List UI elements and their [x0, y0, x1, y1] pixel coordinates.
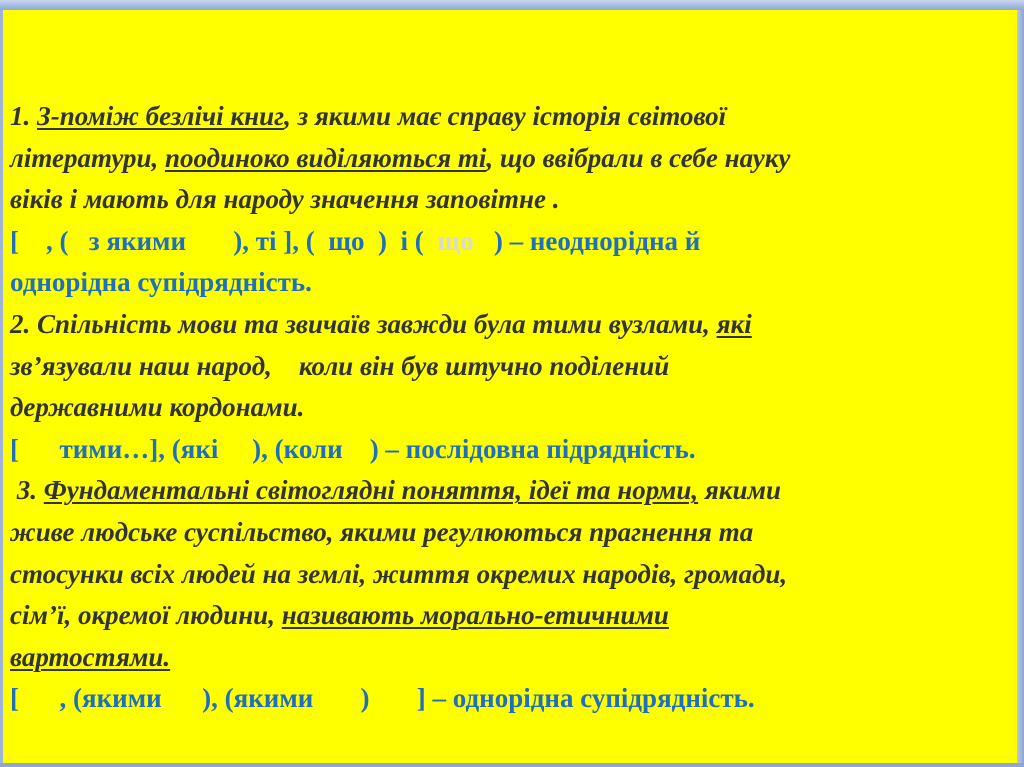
- item1-number: 1.: [10, 101, 37, 131]
- item1-underlined-subject: З-поміж безлічі книг: [37, 101, 285, 131]
- item3-underlined-predicate: називають морально-етичними: [281, 600, 669, 631]
- item3-underlined-object: вартостями.: [10, 641, 171, 672]
- slide-right-border: [1017, 10, 1024, 767]
- item3-line1: [10, 470, 1005, 512]
- slide-bottom-border: [0, 763, 1024, 767]
- item1-line2-pre: літератури,: [10, 142, 165, 173]
- window-top-bar: [0, 0, 1024, 10]
- item2-underlined-word: які: [716, 308, 752, 339]
- item3-number: 3.: [10, 475, 44, 506]
- item3-line2: живе людське суспільство, якими регулюються прагнення та: [10, 516, 754, 547]
- item1-line3: віків і мають для народу значення заповітне .: [10, 184, 560, 215]
- item1-scheme-part-a: [ , ( з якими ), ті ], ( що ) і (: [10, 225, 438, 256]
- item1-scheme-part-b: ) – неоднорідна й: [473, 225, 701, 256]
- item1-underlined-predicate: поодиноко виділяються ті: [164, 142, 487, 173]
- item1-line1: [10, 96, 1005, 138]
- item3-line4-pre: сім’ї, окремої людини,: [10, 600, 282, 631]
- item1-scheme-ghost-word: що: [437, 225, 474, 256]
- item2-line2: зв’язували наш народ, коли він був штучно поділений: [10, 350, 670, 381]
- item1-line1-rest: , з якими має справу історія світової: [284, 101, 727, 131]
- item1-line2: [10, 138, 1005, 180]
- item3-line1-rest: якими: [698, 475, 782, 506]
- item1-scheme-line2: однорідна супідрядність.: [10, 267, 312, 298]
- slide-text: [10, 96, 1005, 720]
- item3-underlined-subject: Фундаментальні світоглядні поняття, ідеї та норми,: [43, 475, 699, 506]
- item3-line5: [10, 637, 1005, 679]
- item3-scheme: [ , (якими ), (якими ) ] – однорідна супідрядність.: [10, 683, 755, 714]
- item1-scheme-line1: [10, 221, 1005, 263]
- item3-line3: стосунки всіх людей на землі, життя окремих народів, громади,: [10, 558, 788, 589]
- item2-line3: державними кордонами.: [10, 392, 305, 423]
- item2-line1: [10, 304, 1005, 346]
- item1-line2-rest: , що ввібрали в себе науку: [486, 142, 791, 173]
- item3-line4: [10, 595, 1005, 637]
- item2-scheme: [ тими…], (які ), (коли ) – послідовна підрядність.: [10, 433, 696, 464]
- item2-line1-text: 2. Спільність мови та звичаїв завжди була тими вузлами,: [10, 308, 717, 339]
